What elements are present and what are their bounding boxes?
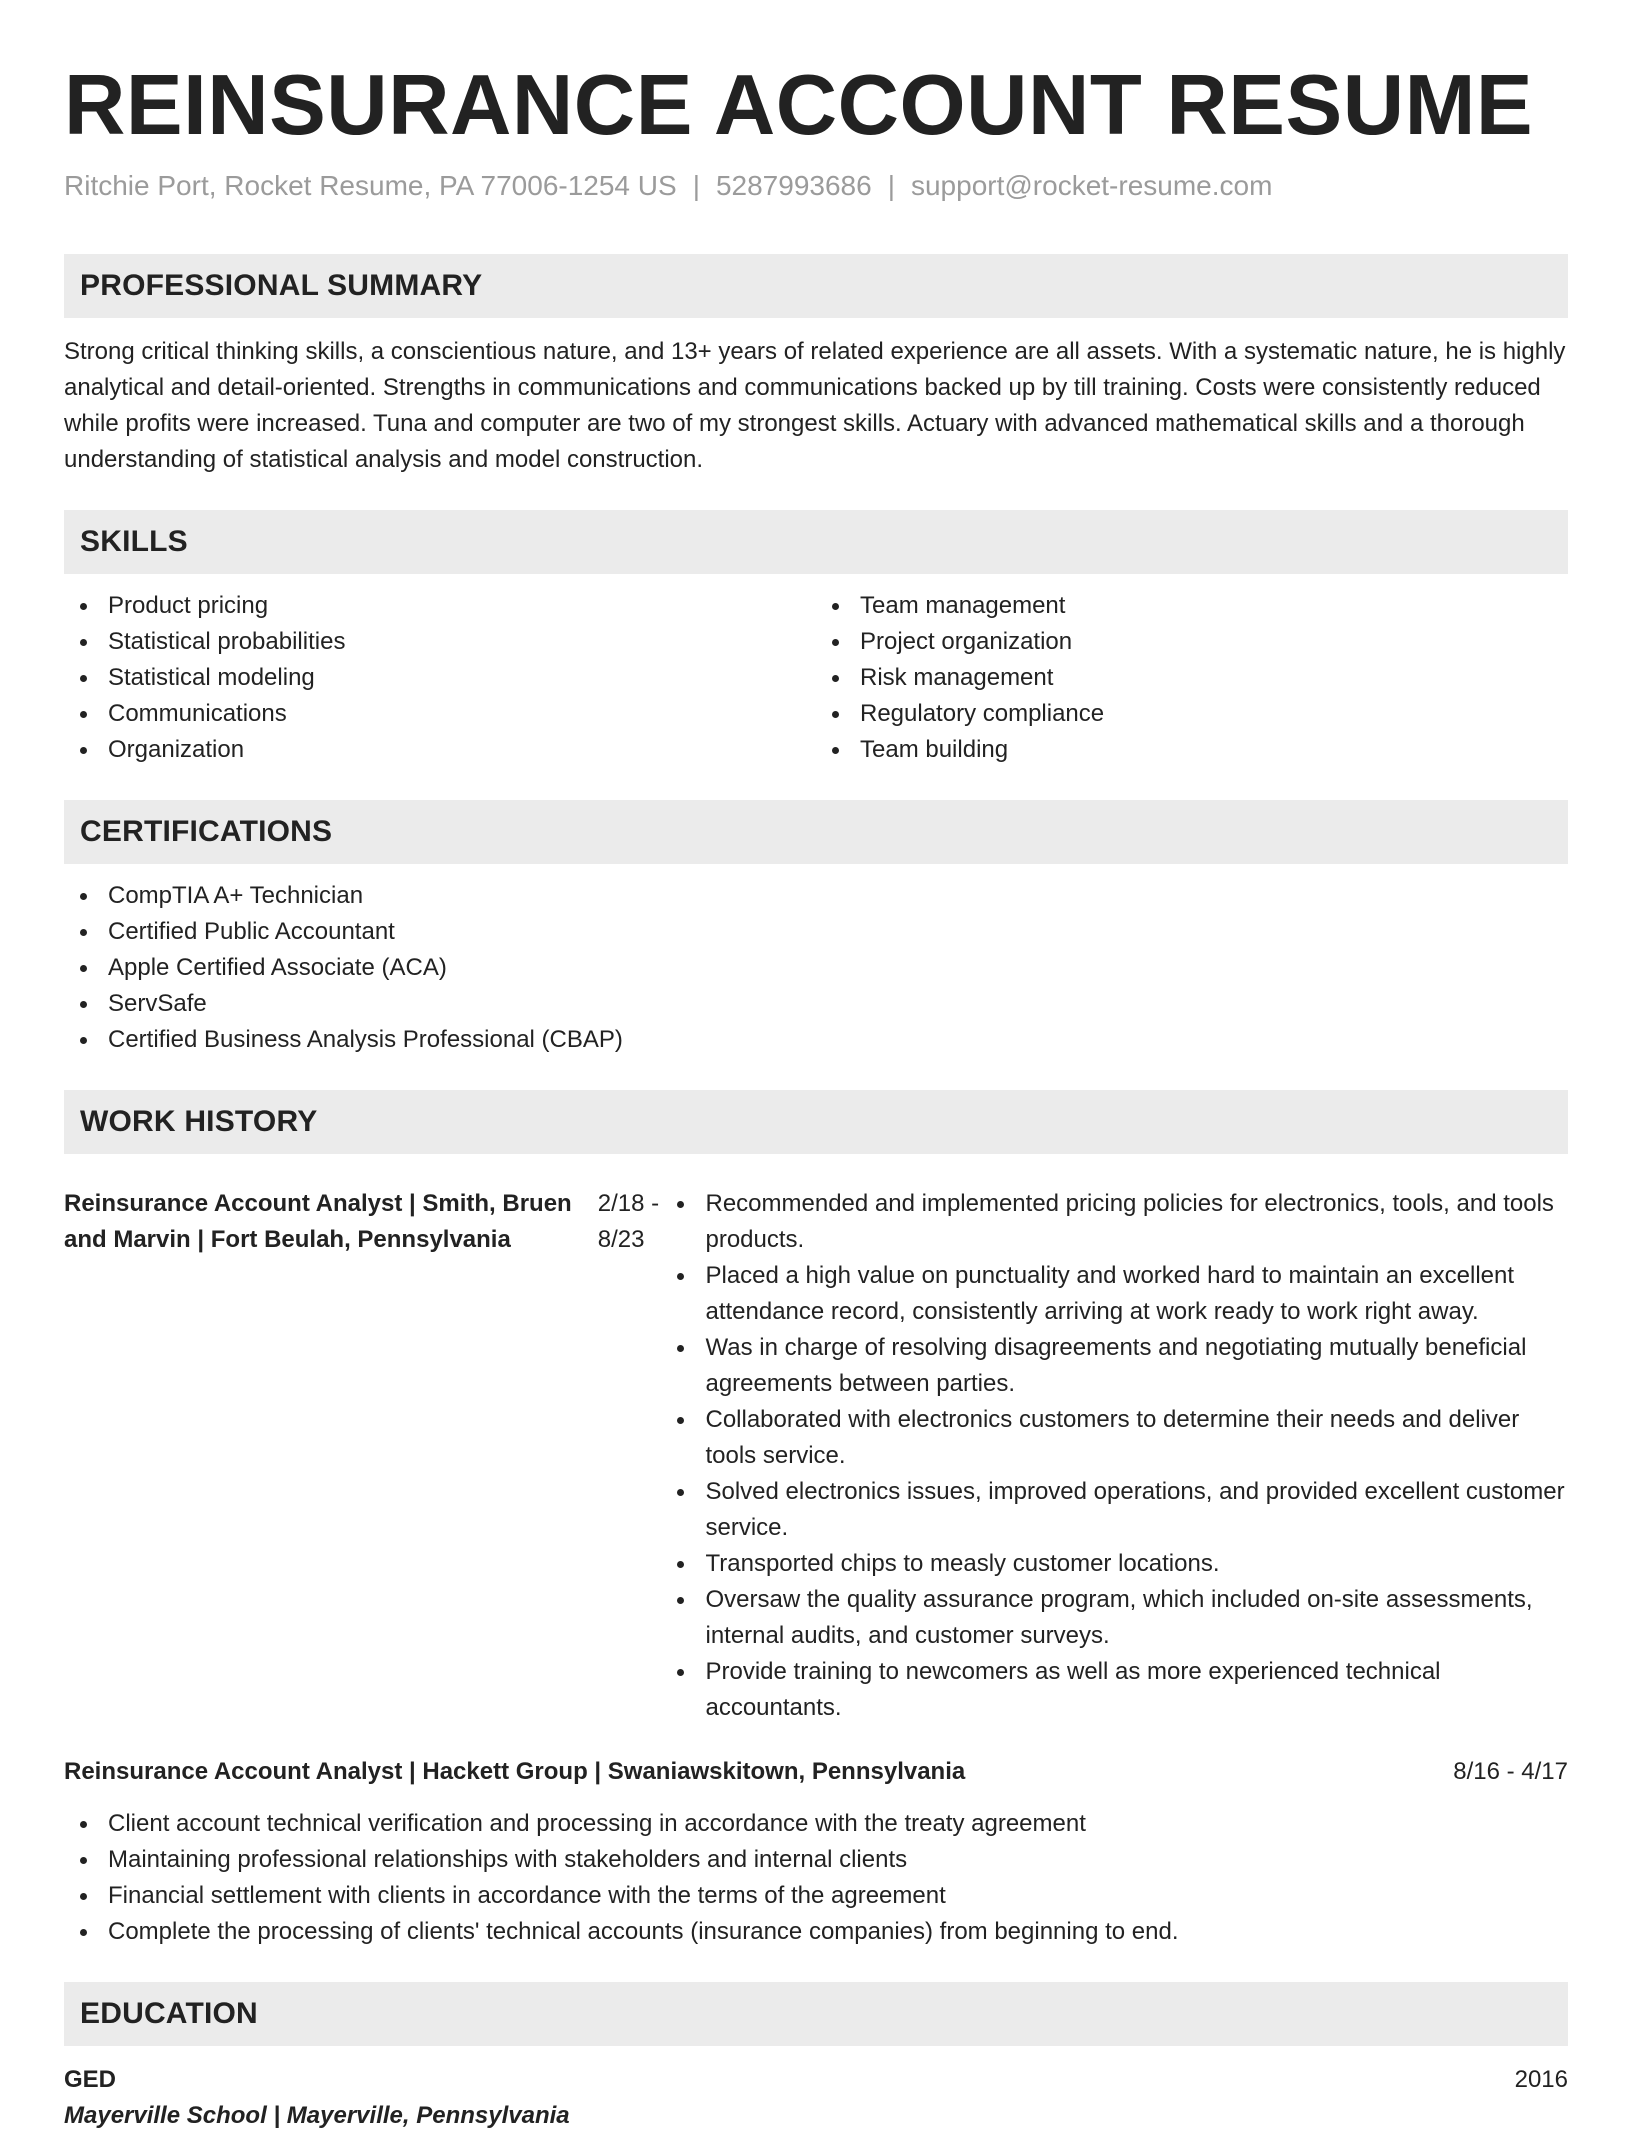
job-title: Reinsurance Account Analyst | Hackett Group | Swaniawskitown, Pennsylvania bbox=[64, 1758, 966, 1785]
job-entry bbox=[64, 1754, 1568, 1950]
job-bullet: Was in charge of resolving disagreements and negotiating mutually beneficial agreements between parties. bbox=[661, 1330, 1568, 1402]
certification-item: Certified Public Accountant bbox=[64, 914, 1568, 950]
job-bullet: Complete the processing of clients' technical accounts (insurance companies) from beginning to end. bbox=[64, 1914, 1568, 1950]
job-bullet: Transported chips to measly customer locations. bbox=[661, 1546, 1568, 1582]
contact-separator: | bbox=[887, 170, 895, 201]
contact-phone: 5287993686 bbox=[715, 170, 872, 201]
job-bullet: Solved electronics issues, improved operations, and provided excellent customer service. bbox=[661, 1474, 1568, 1546]
job-bullet-list bbox=[661, 1186, 1568, 1726]
skill-item: Regulatory compliance bbox=[816, 696, 1568, 732]
skill-item: Communications bbox=[64, 696, 816, 732]
skill-item: Statistical modeling bbox=[64, 660, 816, 696]
job-header bbox=[64, 1754, 1568, 1790]
job-bullet: Collaborated with electronics customers to determine their needs and deliver tools service. bbox=[661, 1402, 1568, 1474]
education-entry bbox=[64, 2062, 1568, 2134]
job-dates: 8/16 - 4/17 bbox=[1453, 1758, 1568, 1785]
certification-item: Certified Business Analysis Professional (CBAP) bbox=[64, 1022, 1568, 1058]
education-degree: GED bbox=[64, 2066, 117, 2093]
skills-column-left bbox=[64, 588, 816, 768]
section-header-summary: PROFESSIONAL SUMMARY bbox=[64, 254, 1568, 318]
certifications-list bbox=[64, 878, 1568, 1058]
section-header-certifications: CERTIFICATIONS bbox=[64, 800, 1568, 864]
contact-line bbox=[64, 168, 1568, 204]
job-bullet: Maintaining professional relationships with stakeholders and internal clients bbox=[64, 1842, 1568, 1878]
section-header-education: EDUCATION bbox=[64, 1982, 1568, 2046]
job-title: Reinsurance Account Analyst | Smith, Bruen and Marvin | Fort Beulah, Pennsylvania bbox=[64, 1190, 572, 1253]
job-bullet: Financial settlement with clients in accordance with the terms of the agreement bbox=[64, 1878, 1568, 1914]
job-dates: 2/18 - 8/23 bbox=[597, 1190, 660, 1253]
section-header-work-history: WORK HISTORY bbox=[64, 1090, 1568, 1154]
skill-item: Team building bbox=[816, 732, 1568, 768]
job-bullet: Recommended and implemented pricing policies for electronics, tools, and tools products. bbox=[661, 1186, 1568, 1258]
job-bullet: Placed a high value on punctuality and worked hard to maintain an excellent attendance record, consistently arriving at work ready to work right away. bbox=[661, 1258, 1568, 1330]
certification-item: ServSafe bbox=[64, 986, 1568, 1022]
job-entry bbox=[64, 1170, 1568, 2134]
education-year: 2016 bbox=[1514, 2066, 1568, 2093]
certification-item: CompTIA A+ Technician bbox=[64, 878, 1568, 914]
contact-email: support@rocket-resume.com bbox=[910, 170, 1273, 201]
job-bullet: Oversaw the quality assurance program, which included on-site assessments, internal audits, and customer surveys. bbox=[661, 1582, 1568, 1654]
skills-column-right bbox=[816, 588, 1568, 768]
summary-text: Strong critical thinking skills, a conscientious nature, and 13+ years of related experience are all assets. With a systematic nature, he is highly analytical and detail-oriented. Strengths in communications and communications backed up by till training. Costs were consistently reduced while profits were increased. Tuna and computer are two of my strongest skills. Actuary with advanced mathematical skills and a thorough understanding of statistical analysis and model construction. bbox=[64, 338, 1566, 473]
job-bullet: Provide training to newcomers as well as more experienced technical accountants. bbox=[661, 1654, 1568, 1726]
job-bullet: Client account technical verification and processing in accordance with the treaty agreement bbox=[64, 1806, 1568, 1842]
skill-item: Team management bbox=[816, 588, 1568, 624]
section-header-skills: SKILLS bbox=[64, 510, 1568, 574]
job-header bbox=[64, 1170, 1568, 1726]
resume-title: REINSURANCE ACCOUNT RESUME bbox=[64, 58, 1534, 153]
skill-item: Product pricing bbox=[64, 588, 816, 624]
skill-item: Organization bbox=[64, 732, 816, 768]
education-school: Mayerville School | Mayerville, Pennsylvania bbox=[64, 2102, 570, 2129]
job-bullet-list bbox=[64, 1806, 1568, 1950]
certification-item: Apple Certified Associate (ACA) bbox=[64, 950, 1568, 986]
skill-item: Project organization bbox=[816, 624, 1568, 660]
skill-item: Risk management bbox=[816, 660, 1568, 696]
education-header bbox=[64, 2062, 1568, 2098]
skills-list bbox=[64, 588, 1568, 768]
contact-address: Ritchie Port, Rocket Resume, PA 77006-1254 US bbox=[64, 170, 677, 201]
contact-separator: | bbox=[692, 170, 700, 201]
skill-item: Statistical probabilities bbox=[64, 624, 816, 660]
